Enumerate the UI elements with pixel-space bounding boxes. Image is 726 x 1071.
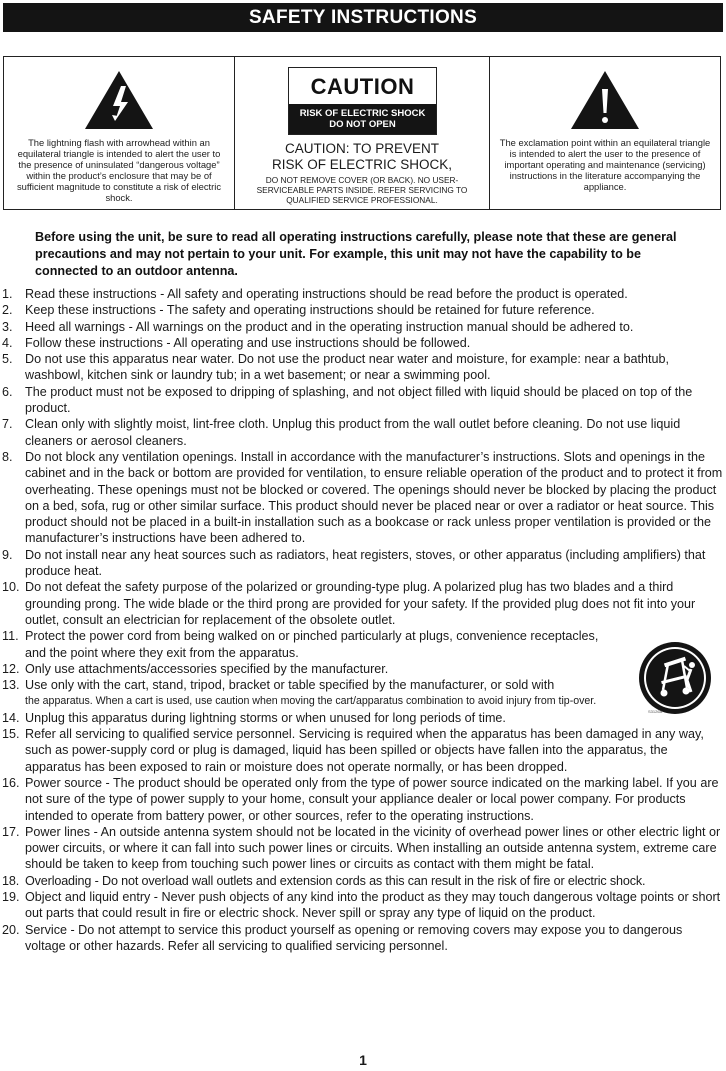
list-item	[0, 579, 726, 628]
instruction-list	[0, 286, 726, 954]
caution-panel	[235, 57, 490, 209]
item-text: Power source - The product should be operated only from the type of power source indicated on the marking label. If you are not sure of the type of power supply to your home, consult your appliance dealer or local power company. For products intended to operate from battery power, or other sources, refer to the operating instructions.	[25, 775, 719, 823]
lightning-warning-text: The lightning flash with arrowhead within an equilateral triangle is intended to alert the user to the presence of uninsulated “dangerous voltage” within the product’s enclosure that may be of sufficient magnitude to constitute a risk of electric shock.	[16, 137, 222, 203]
item-text: Keep these instructions - The safety and operating instructions should be retained for future reference.	[25, 303, 595, 318]
item-number: 18.	[2, 873, 20, 888]
item-text: Protect the power cord from being walked on or pinched particularly at plugs, convenience receptacles, and the point where they exit from the apparatus.	[25, 629, 599, 660]
item-number: 13.	[2, 678, 20, 693]
list-item	[0, 726, 726, 775]
caution-word: CAUTION	[310, 74, 415, 99]
item-text: Refer all servicing to qualified service personnel. Servicing is required when the apparatus has been damaged in any way, such as power-supply cord or plug is damaged, liquid has been spilled or objects have fallen into the apparatus, the apparatus has been exposed to rain or moisture does not operate normally, or has been dropped.	[25, 727, 704, 774]
list-item	[0, 873, 726, 889]
list-item	[0, 319, 726, 335]
item-text: Heed all warnings - All warnings on the product and in the operating instruction manual should be adhered to.	[25, 319, 634, 334]
item-text: Do not use this apparatus near water. Do not use the product near water and moisture, for example: near a bathtub, washbowl, kitchen sink or laundry tub; in a wet basement; or near a swimming pool.	[25, 352, 670, 383]
item-number: 10.	[2, 580, 20, 595]
item-number: 4.	[2, 335, 13, 350]
list-item	[0, 416, 726, 449]
cart-icon-code: S3126A	[648, 709, 663, 714]
item-text: Only use attachments/accessories specified by the manufacturer.	[25, 661, 389, 676]
item-number: 3.	[2, 319, 13, 334]
exclamation-triangle-icon	[569, 69, 641, 131]
item-number: 12.	[2, 661, 20, 676]
item-text: Follow these instructions - All operating and use instructions should be followed.	[25, 335, 471, 350]
item-number: 7.	[2, 417, 13, 432]
list-item	[0, 335, 726, 351]
intro-paragraph: Before using the unit, be sure to read all operating instructions carefully, please note that these are general precautions and may not pertain to your unit. For example, this unit may not have the capability to be connected to an outdoor antenna.	[35, 230, 677, 278]
item-number: 9.	[2, 547, 13, 562]
exclamation-warning-text: The exclamation point within an equilateral triangle is intended to alert the user to the presence of important operating and maintenance (servicing) instructions in the literature accompanying the appliance.	[499, 137, 711, 192]
list-item	[0, 661, 726, 677]
lightning-warning-panel	[4, 57, 235, 209]
item-text: Object and liquid entry - Never push objects of any kind into the product as they may touch dangerous voltage points or short out parts that could result in fire or electric shock. Never spill or spray any type of liquid on the product.	[25, 889, 721, 921]
item-text: the apparatus. When a cart is used, use caution when moving the cart/apparatus combination to avoid injury from tip-over.	[25, 695, 597, 708]
item-number: 5.	[2, 352, 13, 367]
list-item	[0, 302, 726, 318]
item-text: Do not install near any heat sources such as radiators, heat registers, stoves, or other apparatus (including amplifiers) that produce heat.	[25, 547, 706, 579]
item-text: Power lines - An outside antenna system should not be located in the vicinity of overhead power lines or other electric light or power circuits, or where it can fall into such power lines or circuits. When installing an outside antenna system, extreme care should be taken to keep from touching such power lines or circuits as contact with them might be fatal.	[25, 824, 721, 872]
warning-symbols-box	[3, 56, 721, 210]
caution-sub-line-1: RISK OF ELECTRIC SHOCK	[299, 108, 426, 119]
list-item	[0, 351, 726, 384]
list-item	[0, 547, 726, 580]
item-number: 2.	[2, 303, 13, 318]
caution-prevent-line-1: CAUTION: TO PREVENT	[284, 141, 440, 156]
item-number: 8.	[2, 449, 13, 464]
list-item	[0, 384, 726, 417]
list-item-continuation	[0, 693, 726, 709]
list-item	[0, 449, 726, 547]
item-number: 19.	[2, 889, 20, 904]
item-number: 20.	[2, 922, 20, 937]
list-item	[0, 824, 726, 873]
item-text: Clean only with slightly moist, lint-free cloth. Unplug this product from the wall outlet before cleaning. Do not use liquid cleaners or aerosol cleaners.	[25, 417, 681, 448]
item-text: Use only with the cart, stand, tripod, bracket or table specified by the manufacturer, or sold with	[25, 678, 555, 693]
cart-tip-over-warning-icon	[637, 640, 713, 716]
item-text: Overloading - Do not overload wall outlets and extension cords as this can result in the risk of fire or electric shock.	[25, 873, 646, 888]
caution-sub-line-2: DO NOT OPEN	[329, 119, 396, 130]
exclamation-warning-panel	[490, 57, 720, 209]
caution-prevent-line-3: DO NOT REMOVE COVER (OR BACK). NO USER-SERVICEABLE PARTS INSIDE. REFER SERVICING TO QUALIFIED SERVICE PROFESSIONAL.	[256, 175, 468, 205]
item-number: 16.	[2, 775, 20, 790]
caution-sub	[289, 104, 436, 134]
item-number: 17.	[2, 824, 20, 839]
item-number: 11.	[2, 629, 19, 644]
item-number: 1.	[2, 287, 13, 301]
item-text: Do not block any ventilation openings. Install in accordance with the manufacturer’s instructions. Slots and openings in the cabinet and in the back or bottom are provided for ventilation, to ensure reliable operation of the product and to protect it from overheating. These openings must not be blocked or covered. The openings should never be blocked by placing the product on a bed, sofa, rug or other similar surface. This product should never be placed near or over a radiator or heat source. This product should not be placed in a built-in installation such as a bookcase or rack unless proper ventilation is provided or the manufacturer’s instructions have been adhered to.	[25, 449, 723, 546]
list-item	[0, 889, 726, 922]
page-number: 1	[359, 1052, 367, 1068]
item-text: Unplug this apparatus during lightning storms or when unused for long periods of time.	[25, 710, 506, 725]
list-item	[0, 922, 726, 955]
list-item	[0, 628, 726, 661]
item-text: Service - Do not attempt to service this product yourself as opening or removing covers may expose you to dangerous voltage or other hazards. Refer all servicing to qualified servicing personnel.	[25, 922, 683, 953]
item-text: The product must not be exposed to dripping of splashing, and not object filled with liquid should be placed on top of the product.	[25, 384, 693, 416]
item-text: Read these instructions - All safety and operating instructions should be read before the product is operated.	[25, 287, 628, 301]
lightning-triangle-icon	[83, 69, 155, 131]
page-title: SAFETY INSTRUCTIONS	[3, 3, 723, 32]
list-item	[0, 775, 726, 824]
list-item	[0, 710, 726, 726]
item-number: 6.	[2, 384, 13, 399]
item-text: Do not defeat the safety purpose of the polarized or grounding-type plug. A polarized plug has two blades and a third grounding prong. The wide blade or the third prong are provided for your safety. If the provided plug does not fit into your outlet, consult an electrician for replacement of the obsolete outlet.	[25, 580, 696, 627]
caution-label	[288, 67, 437, 135]
caution-prevent-line-2: RISK OF ELECTRIC SHOCK,	[271, 157, 453, 172]
item-number: 15.	[2, 727, 20, 742]
list-item	[0, 286, 726, 302]
item-number: 14.	[2, 710, 20, 725]
list-item	[0, 677, 726, 693]
